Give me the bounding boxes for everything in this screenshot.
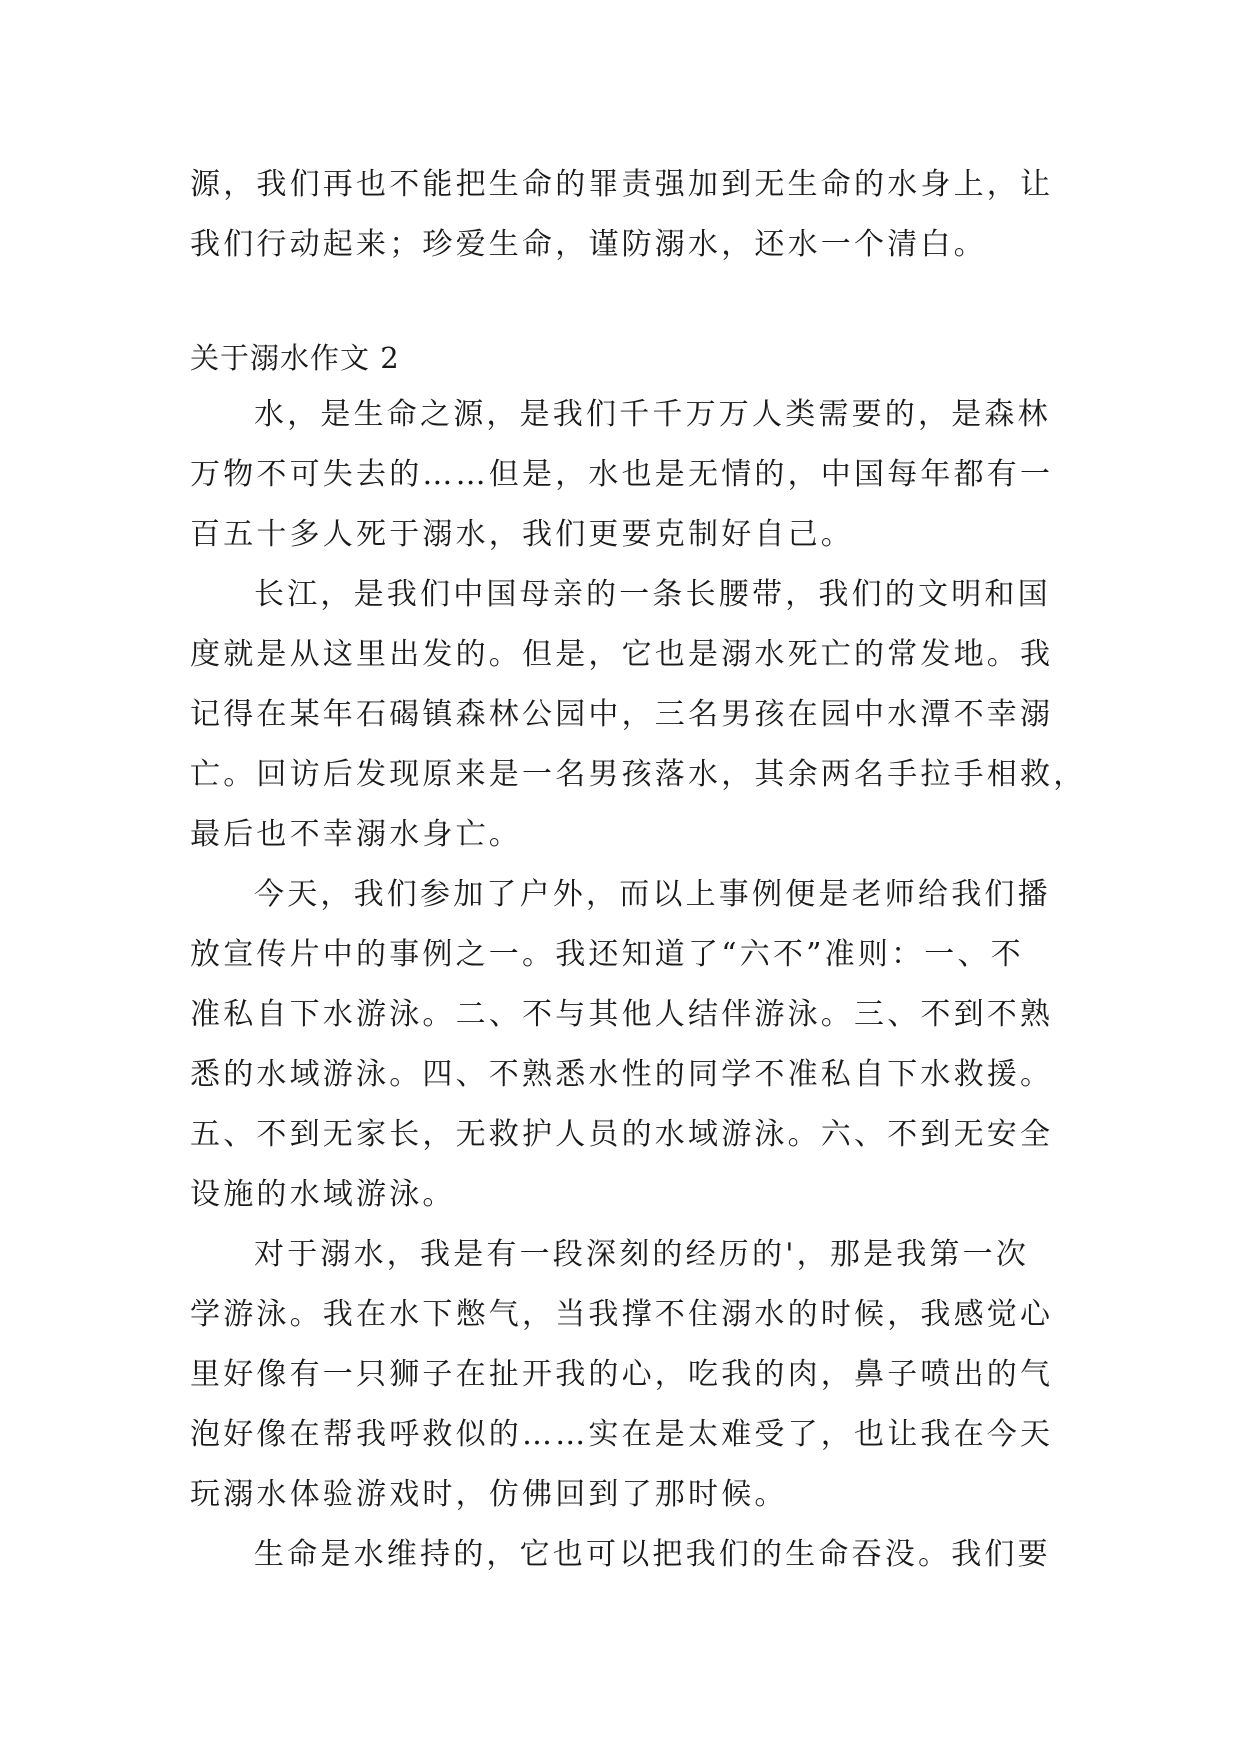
text-line: 泡好像在帮我呼救似的……实在是太难受了，也让我在今天 xyxy=(190,1417,1054,1452)
text-line: 悉的水域游泳。四、不熟悉水性的同学不准私自下水救援。 xyxy=(190,1057,1054,1092)
text-line: 源，我们再也不能把生命的罪责强加到无生命的水身上，让 xyxy=(190,167,1054,202)
text-line: 万物不可失去的……但是，水也是无情的，中国每年都有一 xyxy=(190,457,1054,492)
text-line: 对于溺水，我是有一段深刻的经历的'，那是我第一次 xyxy=(254,1237,1030,1272)
text-line: 度就是从这里出发的。但是，它也是溺水死亡的常发地。我 xyxy=(190,637,1054,672)
text-line: 百五十多人死于溺水，我们更要克制好自己。 xyxy=(190,517,854,552)
text-line: 记得在某年石碣镇森林公园中，三名男孩在园中水潭不幸溺 xyxy=(190,697,1054,732)
text-line: 最后也不幸溺水身亡。 xyxy=(190,817,522,852)
text-line: 五、不到无家长，无救护人员的水域游泳。六、不到无安全 xyxy=(190,1117,1054,1152)
text-line: 我们行动起来；珍爱生命，谨防溺水，还水一个清白。 xyxy=(190,227,987,262)
text-line: 里好像有一只狮子在扯开我的心，吃我的肉，鼻子喷出的气 xyxy=(190,1357,1054,1392)
text-line: 生命是水维持的，它也可以把我们的生命吞没。我们要 xyxy=(254,1537,1051,1572)
text-line: 今天，我们参加了户外，而以上事例便是老师给我们播 xyxy=(254,877,1051,912)
text-line: 亡。回访后发现原来是一名男孩落水，其余两名手拉手相救， xyxy=(190,757,1087,792)
text-line: 准私自下水游泳。二、不与其他人结伴游泳。三、不到不熟 xyxy=(190,997,1054,1032)
section-heading: 关于溺水作文 2 xyxy=(190,341,400,375)
text-line: 水，是生命之源，是我们千千万万人类需要的，是森林 xyxy=(254,397,1051,432)
text-line: 设施的水域游泳。 xyxy=(190,1177,456,1212)
text-line: 玩溺水体验游戏时，仿佛回到了那时候。 xyxy=(190,1477,788,1512)
text-line: 学游泳。我在水下憋气，当我撑不住溺水的时候，我感觉心 xyxy=(190,1297,1054,1332)
text-line: 长江，是我们中国母亲的一条长腰带，我们的文明和国 xyxy=(254,577,1051,612)
text-line: 放宣传片中的事例之一。我还知道了“六不”准则：一、不 xyxy=(190,937,1024,972)
